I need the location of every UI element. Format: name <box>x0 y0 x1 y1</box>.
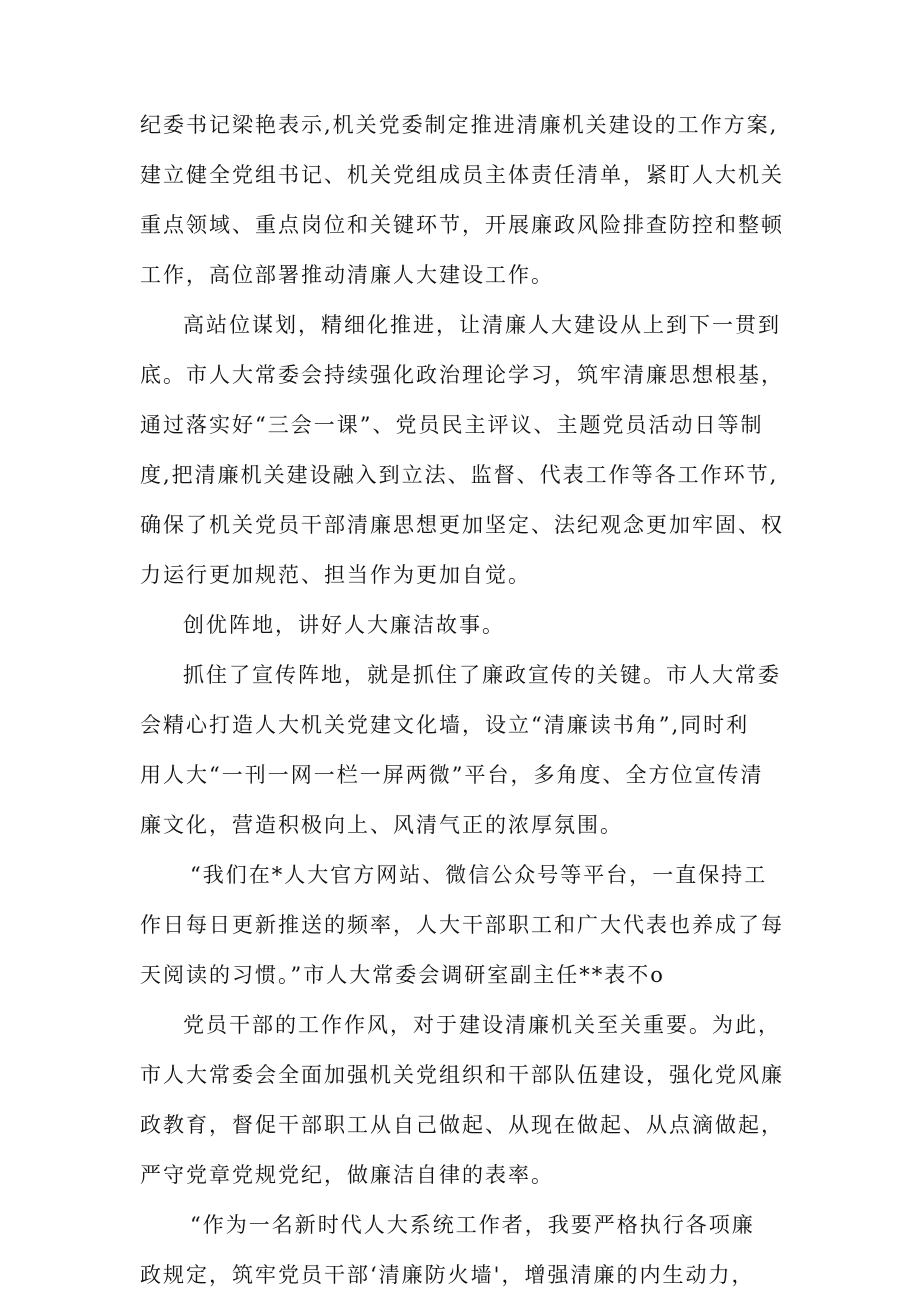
text-line: 用人大“一刊一网一栏一屏两微”平台，多角度、全方位宣传清 <box>140 763 764 787</box>
text-line: 会精心打造人大机关党建文化墙，设立“清廉读书角”,同时利 <box>140 713 750 737</box>
paragraph <box>140 300 785 600</box>
text-line: 市人大常委会全面加强机关党组织和干部队伍建设，强化党风廉 <box>140 1063 784 1087</box>
text-line: 创优阵地，讲好人大廉洁故事。 <box>183 613 505 637</box>
text-line: 政教育，督促干部职工从自己做起、从现在做起、从点滴做起， <box>140 1113 784 1137</box>
quote-paragraph <box>140 1200 785 1300</box>
text-line: 底。市人大常委会持续强化政治理论学习，筑牢清廉思想根基， <box>140 363 784 387</box>
text-line: 廉文化，营造积极向上、风清气正的浓厚氛围。 <box>140 813 623 837</box>
paragraph <box>140 650 785 850</box>
text-line: 纪委书记梁艳表示,机关党委制定推进清廉机关建设的工作方案, <box>140 113 779 137</box>
text-line: 确保了机关党员干部清廉思想更加坚定、法纪观念更加牢固、权 <box>140 513 784 537</box>
text-line: 严守党章党规党纪，做廉洁自律的表率。 <box>140 1163 554 1187</box>
text-line: “作为一名新时代人大系统工作者，我要严格执行各项廉 <box>190 1213 755 1237</box>
section-heading <box>140 600 785 650</box>
text-line: 作日每日更新推送的频率，人大干部职工和广大代表也养成了每 <box>140 913 784 937</box>
text-line: 力运行更加规范、担当作为更加自觉。 <box>140 563 531 587</box>
text-line: 通过落实好“三会一课”、党员民主评议、主题党员活动日等制 <box>140 413 764 437</box>
text-line: 天阅读的习惯。”市人大常委会调研室副主任**表不o <box>140 963 665 987</box>
paragraph <box>140 100 785 300</box>
text-line: 重点领域、重点岗位和关键环节，开展廉政风险排查防控和整顿 <box>140 213 784 237</box>
quote-paragraph <box>140 850 785 1000</box>
text-line: 党员干部的工作作风，对于建设清廉机关至关重要。为此， <box>183 1013 781 1037</box>
text-line: 高站位谋划，精细化推进，让清廉人大建设从上到下一贯到 <box>183 313 781 337</box>
text-line: 度,把清廉机关建设融入到立法、监督、代表工作等各工作环节, <box>140 463 779 487</box>
text-line: “我们在*人大官方网站、微信公众号等平台，一直保持工 <box>190 863 768 887</box>
text-line: 建立健全党组书记、机关党组成员主体责任清单，紧盯人大机关 <box>140 163 784 187</box>
text-line: 抓住了宣传阵地，就是抓住了廉政宣传的关键。市人大常委 <box>183 663 781 687</box>
document-body <box>140 100 785 1300</box>
text-line: 工作，高位部署推动清廉人大建设工作。 <box>140 263 554 287</box>
text-line: 政规定，筑牢党员干部‘清廉防火墙'，增强清廉的内生动力， <box>140 1263 755 1287</box>
paragraph <box>140 1000 785 1200</box>
